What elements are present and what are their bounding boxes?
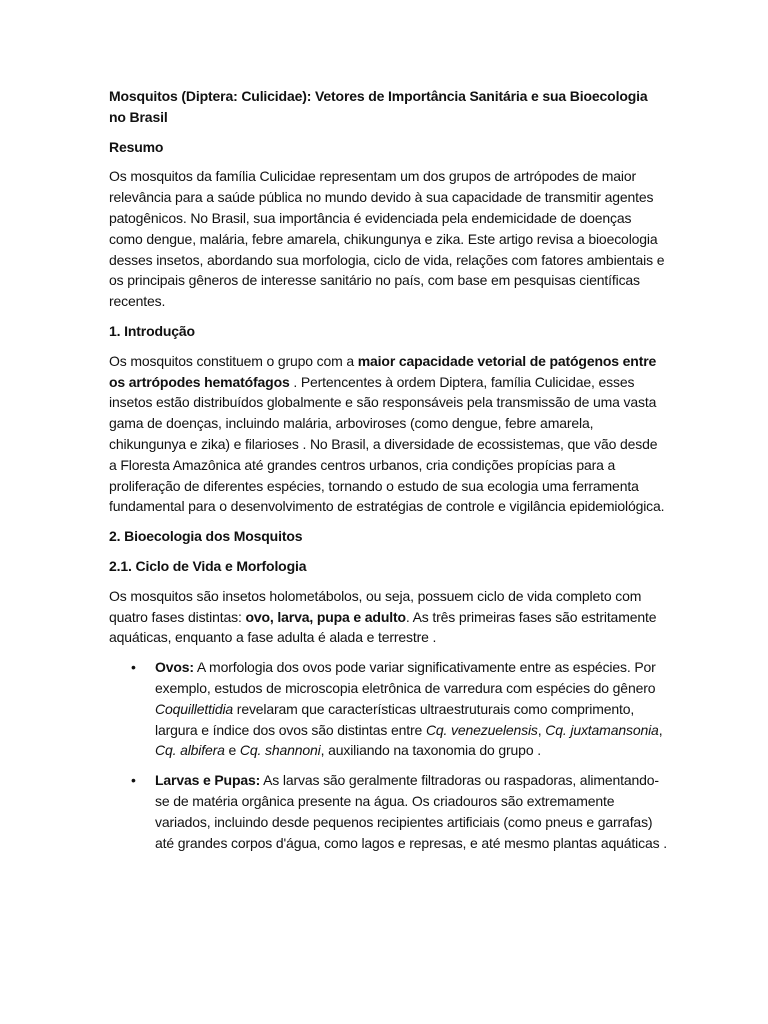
document-title: Mosquitos (Diptera: Culicidae): Vetores de Importância Sanitária e sua Bioecologia no Brasil	[109, 88, 648, 125]
section-2-1-text-bold: ovo, larva, pupa e adulto	[245, 608, 406, 625]
list-item-larvas-pupas	[109, 770, 668, 853]
list-item-text: As larvas são geralmente filtradoras ou raspadoras, alimentando-se de matéria orgânica presente na água. Os criadouros são extremamente variados, incluindo desde pequenos recipientes artificiais (como pneus e garrafas) até grandes corpos d'água, como lagos e represas, e até mesmo plantas aquáticas .	[155, 772, 667, 851]
list-item-label: Larvas e Pupas:	[155, 772, 261, 789]
intro-text-bold: maior capacidade vetorial de patógenos entre os artrópodes hematófagos	[109, 352, 657, 390]
abstract-heading: Resumo	[109, 138, 164, 155]
section-2-heading: 2. Bioecologia dos Mosquitos	[109, 528, 303, 545]
list-item-label: Ovos:	[155, 659, 194, 676]
list-item-text: ,	[658, 721, 663, 738]
section-2-1-paragraph	[109, 586, 668, 648]
bullet-icon: •	[131, 772, 136, 789]
list-item-text: e	[224, 742, 240, 759]
abstract-paragraph: Os mosquitos da família Culicidae representam um dos grupos de artrópodes de maior relevância para a saúde pública no mundo devido à sua capacidade de transmitir agentes patogênicos. No Brasil, sua importância é evidenciada pela endemicidade de doenças como dengue, malária, febre amarela, chikungunya e zika. Este artigo revisa a bioecologia desses insetos, abordando sua morfologia, ciclo de vida, relações com fatores ambientais e os principais gêneros de interesse sanitário no país, com base em pesquisas científicas recentes.	[109, 168, 665, 310]
species-name: Cq. albifera	[155, 742, 225, 759]
list-item-text: revelaram que características ultraestruturais como comprimento, largura e índice dos ovos são distintas entre	[155, 700, 635, 738]
section-2-1-text-end: . As três primeiras fases são estritamente aquáticas, enquanto a fase adulta é alada e terrestre .	[109, 608, 657, 646]
section-2-1-text-start: Os mosquitos são insetos holometábolos, ou seja, possuem ciclo de vida completo com quatro fases distintas:	[109, 587, 642, 625]
list-item-text: , auxiliando na taxonomia do grupo .	[320, 742, 541, 759]
species-name: Cq. juxtamansonia	[545, 721, 659, 738]
species-name: Cq. shannoni	[239, 742, 321, 759]
intro-paragraph	[109, 351, 668, 517]
intro-text-end: . Pertencentes à ordem Diptera, família Culicidae, esses insetos estão distribuídos globalmente e são responsáveis pela transmissão de uma vasta gama de doenças, incluindo malária, arboviroses (como dengue, febre amarela, chikungunya e zika) e filarioses . No Brasil, a diversidade de ecossistemas, que vão desde a Floresta Amazônica até grandes centros urbanos, cria condições propícias para a proliferação de diferentes espécies, tornando o estudo de sua ecologia uma ferramenta fundamental para o desenvolvimento de estratégias de controle e vigilância epidemiológica.	[109, 373, 665, 515]
section-2-1-heading: 2.1. Ciclo de Vida e Morfologia	[109, 557, 307, 574]
species-name: Coquillettidia	[155, 700, 234, 717]
list-item-text: ,	[537, 721, 546, 738]
bullet-icon: •	[131, 659, 136, 676]
list-item-ovos	[109, 657, 668, 761]
intro-text-start: Os mosquitos constituem o grupo com a	[109, 352, 358, 369]
list-item-text: A morfologia dos ovos pode variar significativamente entre as espécies. Por exemplo, estudos de microscopia eletrônica de varredura com espécies do gênero	[155, 659, 656, 696]
life-stage-list	[109, 657, 668, 853]
intro-heading: 1. Introdução	[109, 322, 195, 339]
species-name: Cq. venezuelensis	[425, 721, 538, 738]
